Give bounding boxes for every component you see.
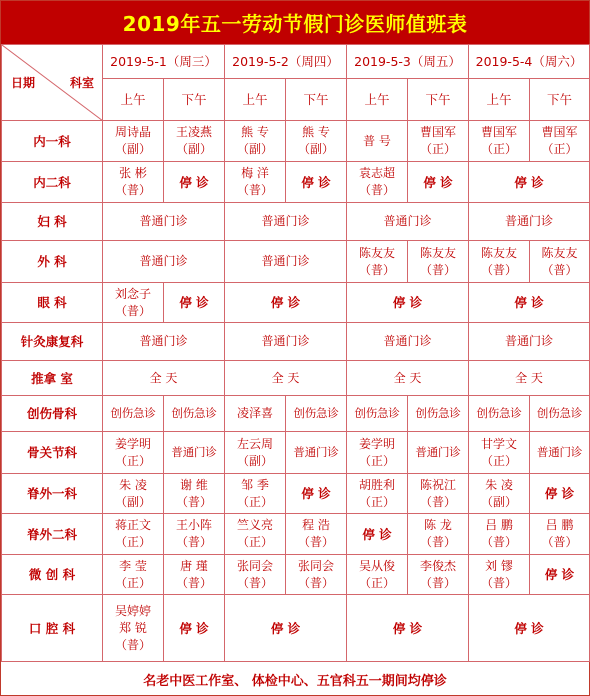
cell-text-line: 全 天 [515, 370, 543, 385]
cell-text-line: 停 诊 [301, 174, 331, 190]
schedule-cell [469, 432, 530, 474]
cell-text-line: 曹国军 [480, 125, 517, 139]
schedule-cell [225, 121, 286, 162]
schedule-cell [164, 396, 225, 432]
cell-text-line: 普通门诊 [504, 214, 553, 228]
schedule-cell [164, 432, 225, 474]
schedule-cell [469, 283, 590, 323]
dept-name-cell: 推拿 室 [2, 361, 103, 396]
cell-text-line: （普） [114, 183, 151, 197]
cell-text-line: （普） [175, 535, 212, 549]
cell-text-line: （普） [297, 535, 334, 549]
half-day-header: 上午 [225, 79, 286, 121]
schedule-cell [103, 203, 225, 241]
schedule-cell [469, 474, 530, 514]
cell-text-line: （普） [175, 494, 212, 509]
cell-text-line: （正） [419, 142, 456, 156]
cell-text-line: 曹国军 [541, 125, 578, 139]
schedule-cell [347, 474, 408, 514]
cell-text-line: 陈友友 [358, 245, 395, 260]
cell-text-line: 朱 凌 [485, 477, 513, 492]
cell-text-line: 熊 专 [302, 125, 330, 139]
schedule-cell [408, 121, 469, 162]
schedule-cell [286, 514, 347, 555]
schedule-cell [347, 162, 408, 203]
table-row [2, 121, 590, 162]
cell-text-line: 凌泽喜 [236, 406, 273, 420]
cell-text-line: 创伤急诊 [293, 406, 339, 420]
schedule-cell [408, 555, 469, 595]
schedule-cell [347, 203, 469, 241]
cell-text-line: 左云周 [236, 436, 273, 451]
schedule-cell [469, 514, 530, 555]
footer-note: 名老中医工作室、 体检中心、五官科五一期间均停诊 [1, 661, 589, 696]
schedule-cell [347, 432, 408, 474]
cell-text-line: 姜学明 [114, 436, 151, 451]
corner-date-label: 日期 [11, 76, 36, 90]
schedule-cell [286, 396, 347, 432]
schedule-cell [408, 432, 469, 474]
cell-text-line: 普通门诊 [383, 334, 432, 348]
schedule-cell [530, 555, 590, 595]
cell-text-line: 停 诊 [514, 174, 544, 190]
cell-text-line: 张 彬 [119, 166, 147, 180]
cell-text-line: 创伤急诊 [415, 406, 461, 420]
schedule-cell [286, 474, 347, 514]
date-header: 2019-5-2（周四） [225, 45, 347, 79]
cell-text-line: 陈友友 [480, 245, 517, 260]
cell-text-line: 普通门诊 [293, 445, 339, 459]
dept-name-cell: 脊外一科 [2, 474, 103, 514]
cell-text-line: （正） [236, 494, 273, 509]
cell-text-line: 停 诊 [392, 295, 423, 310]
schedule-cell [225, 396, 286, 432]
cell-text-line: 邹 季 [241, 477, 269, 492]
dept-name-cell: 创伤骨科 [2, 396, 103, 432]
cell-text-line: 周诗晶 [114, 125, 151, 139]
schedule-cell [225, 595, 347, 662]
dept-name-cell: 脊外二科 [2, 514, 103, 555]
schedule-cell [530, 514, 590, 555]
schedule-cell [286, 432, 347, 474]
cell-text-line: 陈祝江 [419, 477, 456, 492]
cell-text-line: 停 诊 [514, 295, 544, 310]
schedule-cell [347, 283, 469, 323]
half-day-header: 下午 [286, 79, 347, 121]
table-row [2, 514, 590, 555]
schedule-cell [408, 241, 469, 283]
schedule-cell [164, 555, 225, 595]
cell-text-line: 张同会 [236, 558, 273, 573]
cell-text-line: 郑 锐 [119, 620, 147, 635]
cell-text-line: （正） [358, 575, 395, 590]
cell-text-line: 李俊杰 [419, 558, 456, 573]
cell-text-line: （普） [419, 575, 456, 590]
half-day-header: 下午 [408, 79, 469, 121]
schedule-cell [164, 595, 225, 662]
cell-text-line: 普通门诊 [504, 334, 553, 348]
cell-text-line: 程 浩 [302, 518, 330, 532]
cell-text-line: （普） [236, 575, 273, 590]
cell-text-line: 梅 洋 [241, 166, 269, 180]
schedule-cell [164, 283, 225, 323]
cell-text-line: （普） [358, 262, 395, 277]
cell-text-line: 陈友友 [419, 245, 456, 260]
half-day-header: 上午 [347, 79, 408, 121]
cell-text-line: （普） [175, 575, 212, 590]
cell-text-line: （普） [419, 494, 456, 509]
cell-text-line: 熊 专 [241, 125, 269, 139]
cell-text-line: 停 诊 [423, 174, 453, 190]
cell-text-line: 普通门诊 [383, 214, 432, 228]
cell-text-line: 陈 龙 [424, 518, 452, 532]
half-day-header: 下午 [530, 79, 590, 121]
half-day-header: 上午 [103, 79, 164, 121]
schedule-cell [469, 555, 530, 595]
cell-text-line: （正） [480, 142, 517, 156]
table-row [2, 323, 590, 361]
cell-text-line: （普） [236, 183, 273, 197]
table-row [2, 432, 590, 474]
cell-text-line: 蒋正文 [114, 518, 151, 532]
schedule-cell [225, 555, 286, 595]
schedule-cell [469, 121, 530, 162]
cell-text-line: 普通门诊 [261, 334, 310, 348]
schedule-cell [225, 283, 347, 323]
cell-text-line: （普） [114, 637, 151, 652]
cell-text-line: 普通门诊 [536, 445, 583, 459]
schedule-cell [530, 432, 590, 474]
cell-text-line: （副） [114, 142, 151, 156]
dept-name-cell: 内一科 [2, 121, 103, 162]
schedule-cell [530, 241, 590, 283]
cell-text-line: （正） [541, 142, 578, 156]
schedule-cell [469, 241, 530, 283]
cell-text-line: 停 诊 [179, 295, 209, 310]
cell-text-line: （正） [236, 535, 273, 549]
schedule-cell [103, 474, 164, 514]
table-row [2, 162, 590, 203]
cell-text-line: （副） [236, 142, 273, 156]
schedule-cell [530, 396, 590, 432]
cell-text-line: 普通门诊 [261, 254, 310, 268]
date-header: 2019-5-3（周五） [347, 45, 469, 79]
cell-text-line: （普） [480, 535, 517, 549]
schedule-cell [164, 162, 225, 203]
cell-text-line: 陈友友 [541, 245, 578, 260]
cell-text-line: 张同会 [297, 558, 334, 573]
cell-text-line: 吴从俊 [358, 558, 395, 573]
cell-text-line: 吕 鹏 [545, 518, 574, 532]
cell-text-line: 刘念子 [114, 286, 151, 301]
cell-text-line: （普） [541, 262, 578, 277]
corner-dept-label: 科室 [69, 76, 94, 90]
schedule-cell [469, 595, 590, 662]
cell-text-line: （副） [236, 453, 273, 468]
cell-text-line: （副） [480, 494, 517, 509]
schedule-cell [103, 283, 164, 323]
cell-text-line: 竺义亮 [236, 518, 273, 532]
cell-text-line: （普） [419, 262, 456, 277]
cell-text-line: 朱 凌 [119, 477, 147, 492]
cell-text-line: 停 诊 [362, 526, 392, 542]
schedule-cell [530, 121, 590, 162]
cell-text-line: 全 天 [271, 370, 300, 385]
schedule-cell [347, 555, 408, 595]
cell-text-line: 停 诊 [270, 295, 301, 310]
cell-text-line: （普） [480, 575, 517, 590]
cell-text-line: （副） [114, 494, 151, 509]
cell-text-line: （普） [114, 303, 151, 318]
dept-name-cell: 外 科 [2, 241, 103, 283]
date-header-row [2, 45, 590, 79]
schedule-cell [225, 162, 286, 203]
schedule-cell [286, 121, 347, 162]
schedule-cell [103, 162, 164, 203]
corner-header [2, 45, 103, 121]
schedule-cell [103, 595, 164, 662]
cell-text-line: 甘学文 [480, 436, 517, 451]
schedule-cell [164, 121, 225, 162]
cell-text-line: 创伤急诊 [110, 406, 156, 420]
half-day-header: 下午 [164, 79, 225, 121]
cell-text-line: （正） [480, 453, 517, 468]
cell-text-line: 普通门诊 [139, 254, 188, 268]
cell-text-line: 普通门诊 [415, 445, 461, 459]
cell-text-line: 创伤急诊 [354, 406, 400, 420]
schedule-cell [103, 432, 164, 474]
dept-name-cell: 口 腔 科 [2, 595, 103, 662]
schedule-cell [103, 396, 164, 432]
cell-text-line: （正） [358, 494, 395, 509]
cell-text-line: 李 莹 [119, 558, 147, 573]
cell-text-line: 吴婷婷 [114, 603, 151, 618]
schedule-cell [347, 514, 408, 555]
cell-text-line: 全 天 [149, 370, 178, 385]
schedule-cell [103, 121, 164, 162]
table-row [2, 203, 590, 241]
cell-text-line: 曹国军 [419, 125, 456, 139]
cell-text-line: 创伤急诊 [536, 406, 583, 420]
schedule-cell [347, 396, 408, 432]
cell-text-line: （正） [358, 453, 395, 468]
schedule-cell [469, 162, 590, 203]
schedule-cell [408, 162, 469, 203]
schedule-cell [469, 396, 530, 432]
schedule-body [2, 121, 590, 662]
schedule-cell [286, 555, 347, 595]
schedule-cell [164, 514, 225, 555]
cell-text-line: 王小阵 [175, 518, 212, 532]
schedule-cell [469, 361, 590, 396]
schedule-cell [347, 241, 408, 283]
cell-text-line: （普） [419, 535, 456, 549]
table-row [2, 361, 590, 396]
schedule-cell [530, 474, 590, 514]
schedule-cell [347, 323, 469, 361]
schedule-cell [469, 203, 590, 241]
schedule-cell [103, 241, 225, 283]
page-title: 2019年五一劳动节假门诊医师值班表 [1, 1, 589, 44]
schedule-cell [225, 432, 286, 474]
half-day-header: 上午 [469, 79, 530, 121]
cell-text-line: （副） [175, 142, 212, 156]
schedule-table [1, 44, 590, 662]
schedule-cell [408, 514, 469, 555]
dept-name-cell: 骨关节科 [2, 432, 103, 474]
cell-text-line: 停 诊 [301, 486, 331, 501]
cell-text-line: （普） [358, 183, 395, 197]
cell-text-line: 全 天 [393, 370, 422, 385]
cell-text-line: （普） [541, 535, 578, 549]
schedule-cell [103, 555, 164, 595]
schedule-cell [347, 361, 469, 396]
cell-text-line: （副） [297, 142, 334, 156]
cell-text-line: 唐 瑾 [180, 558, 208, 573]
cell-text-line: 停 诊 [270, 620, 301, 636]
cell-text-line: 王凌燕 [175, 125, 212, 139]
cell-text-line: 刘 镠 [485, 558, 513, 573]
cell-text-line: （正） [114, 575, 151, 590]
date-header: 2019-5-1（周三） [103, 45, 225, 79]
cell-text-line: （正） [114, 535, 151, 549]
date-header: 2019-5-4（周六） [469, 45, 590, 79]
cell-text-line: 停 诊 [514, 620, 544, 636]
table-row [2, 283, 590, 323]
cell-text-line: 创伤急诊 [476, 406, 522, 420]
table-row [2, 474, 590, 514]
schedule-cell [103, 323, 225, 361]
cell-text-line: 创伤急诊 [171, 406, 217, 420]
cell-text-line: 吕 鹏 [485, 518, 513, 532]
schedule-cell [408, 396, 469, 432]
cell-text-line: 普 号 [363, 133, 391, 148]
cell-text-line: 普通门诊 [171, 445, 217, 459]
dept-name-cell: 内二科 [2, 162, 103, 203]
dept-name-cell: 针灸康复科 [2, 323, 103, 361]
table-row [2, 595, 590, 662]
table-row [2, 555, 590, 595]
cell-text-line: （普） [297, 575, 334, 590]
schedule-cell [408, 474, 469, 514]
cell-text-line: 普通门诊 [139, 214, 188, 228]
cell-text-line: 谢 维 [180, 477, 208, 492]
schedule-cell [103, 361, 225, 396]
cell-text-line: 停 诊 [179, 174, 209, 190]
cell-text-line: 胡胜利 [358, 477, 395, 492]
cell-text-line: 停 诊 [392, 620, 423, 636]
schedule-cell [225, 323, 347, 361]
schedule-cell [103, 514, 164, 555]
schedule-cell [225, 203, 347, 241]
dept-name-cell: 妇 科 [2, 203, 103, 241]
dept-name-cell: 眼 科 [2, 283, 103, 323]
schedule-cell [286, 162, 347, 203]
cell-text-line: （正） [114, 453, 151, 468]
schedule-cell [164, 474, 225, 514]
cell-text-line: 停 诊 [179, 620, 209, 636]
table-row [2, 396, 590, 432]
schedule-cell [469, 323, 590, 361]
schedule-cell [225, 361, 347, 396]
schedule-cell [347, 595, 469, 662]
schedule-cell [347, 121, 408, 162]
schedule-cell [225, 514, 286, 555]
cell-text-line: 袁志超 [358, 166, 395, 180]
cell-text-line: 普通门诊 [139, 334, 188, 348]
cell-text-line: 停 诊 [544, 486, 575, 501]
dept-name-cell: 微 创 科 [2, 555, 103, 595]
schedule-cell [225, 474, 286, 514]
table-row [2, 241, 590, 283]
schedule-cell [225, 241, 347, 283]
cell-text-line: （普） [480, 262, 517, 277]
cell-text-line: 普通门诊 [261, 214, 310, 228]
cell-text-line: 姜学明 [358, 436, 395, 451]
cell-text-line: 停 诊 [544, 567, 575, 582]
